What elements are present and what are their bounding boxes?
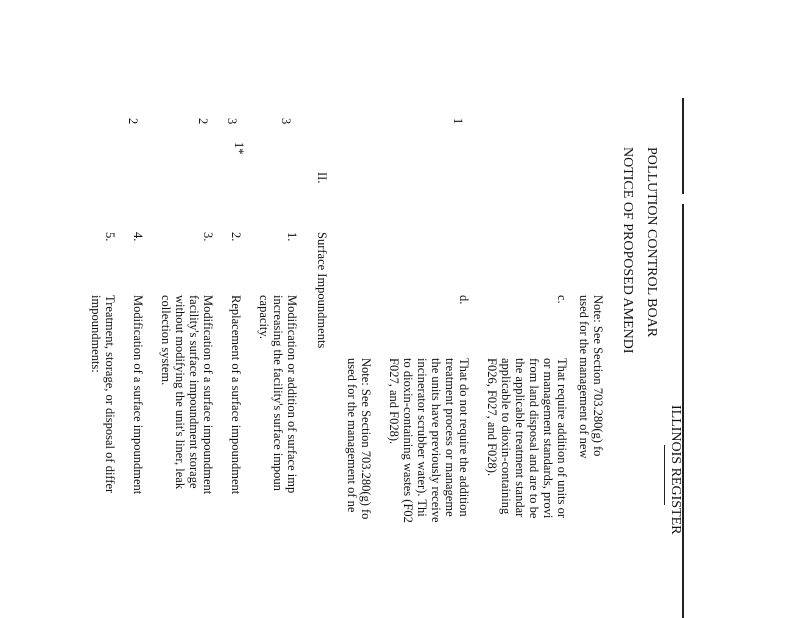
item-line: Replacement of a surface impoundment: [229, 295, 243, 495]
item-line: Modification of a surface impoundment: [201, 295, 215, 495]
section-c-line: applicable to dioxin-containing: [499, 358, 513, 515]
class-value: 1*: [232, 142, 246, 155]
section-d-note-line: used for the management of ne: [345, 358, 359, 513]
item-number: 5.: [103, 232, 117, 242]
section-c-line: the applicable treatment standar: [513, 358, 527, 518]
section-ii-title: Surface Impoundments: [315, 232, 329, 349]
section-d-line: That do not require the addition: [457, 358, 471, 517]
section-c-letter: c.: [555, 295, 569, 304]
header-board: POLLUTION CONTROL BOAR: [644, 147, 659, 338]
item-line: increasing the facility's surface impoun: [271, 295, 285, 491]
item-number: 4.: [131, 232, 145, 242]
class-value: 3: [225, 118, 239, 125]
class-value: 3: [279, 118, 293, 125]
section-d-note-line: Note: See Section 703.280(g) fo: [359, 358, 373, 520]
section-c-note-line: used for the management of new: [577, 295, 591, 459]
header-underline: [664, 445, 665, 505]
section-c-line: That require addition of units or: [555, 358, 569, 519]
section-d-line: incinerator scrubber water). Thi: [415, 358, 429, 517]
section-c-line: from land disposal and are to be: [527, 358, 541, 519]
item-line: capacity.: [257, 295, 271, 339]
section-d-line: the units have previously receive: [429, 358, 443, 523]
header-notice: NOTICE OF PROPOSED AMENDI: [620, 147, 635, 354]
page-rule-left: [683, 98, 685, 194]
section-c-line: or management standards, provi: [541, 358, 555, 519]
item-number: 2.: [229, 232, 243, 242]
item-number: 3.: [201, 232, 215, 242]
class-value: 1: [451, 118, 465, 125]
item-line: impoundments:: [89, 295, 103, 373]
section-d-line: treatment process or manageme: [443, 358, 457, 517]
item-line: facility's surface impoundment storage: [187, 295, 201, 489]
item-line: Modification or addition of surface imp: [285, 295, 299, 494]
item-line: Treatment, storage, or disposal of differ: [103, 295, 117, 494]
section-d-line: F027, and F028).: [387, 358, 401, 445]
section-d-letter: d.: [457, 295, 471, 305]
item-line: Modification of a surface impoundment: [131, 295, 145, 495]
class-value: 2: [196, 118, 210, 125]
class-value: 2: [126, 118, 140, 125]
section-c-note-line: Note: See Section 703.280(g) fo: [591, 295, 605, 457]
section-ii-numeral: II.: [315, 172, 329, 184]
header-register: ILLINOIS REGISTER: [668, 405, 683, 535]
item-number: 1.: [285, 232, 299, 242]
section-c-line: F026, F027, and F028).: [485, 358, 499, 477]
page-rule-right: [683, 204, 685, 618]
section-d-line: to dioxin-containing wastes (F02: [401, 358, 415, 523]
item-line: collection system.: [159, 295, 173, 386]
item-line: without modifying the unit's liner, leak: [173, 295, 187, 490]
